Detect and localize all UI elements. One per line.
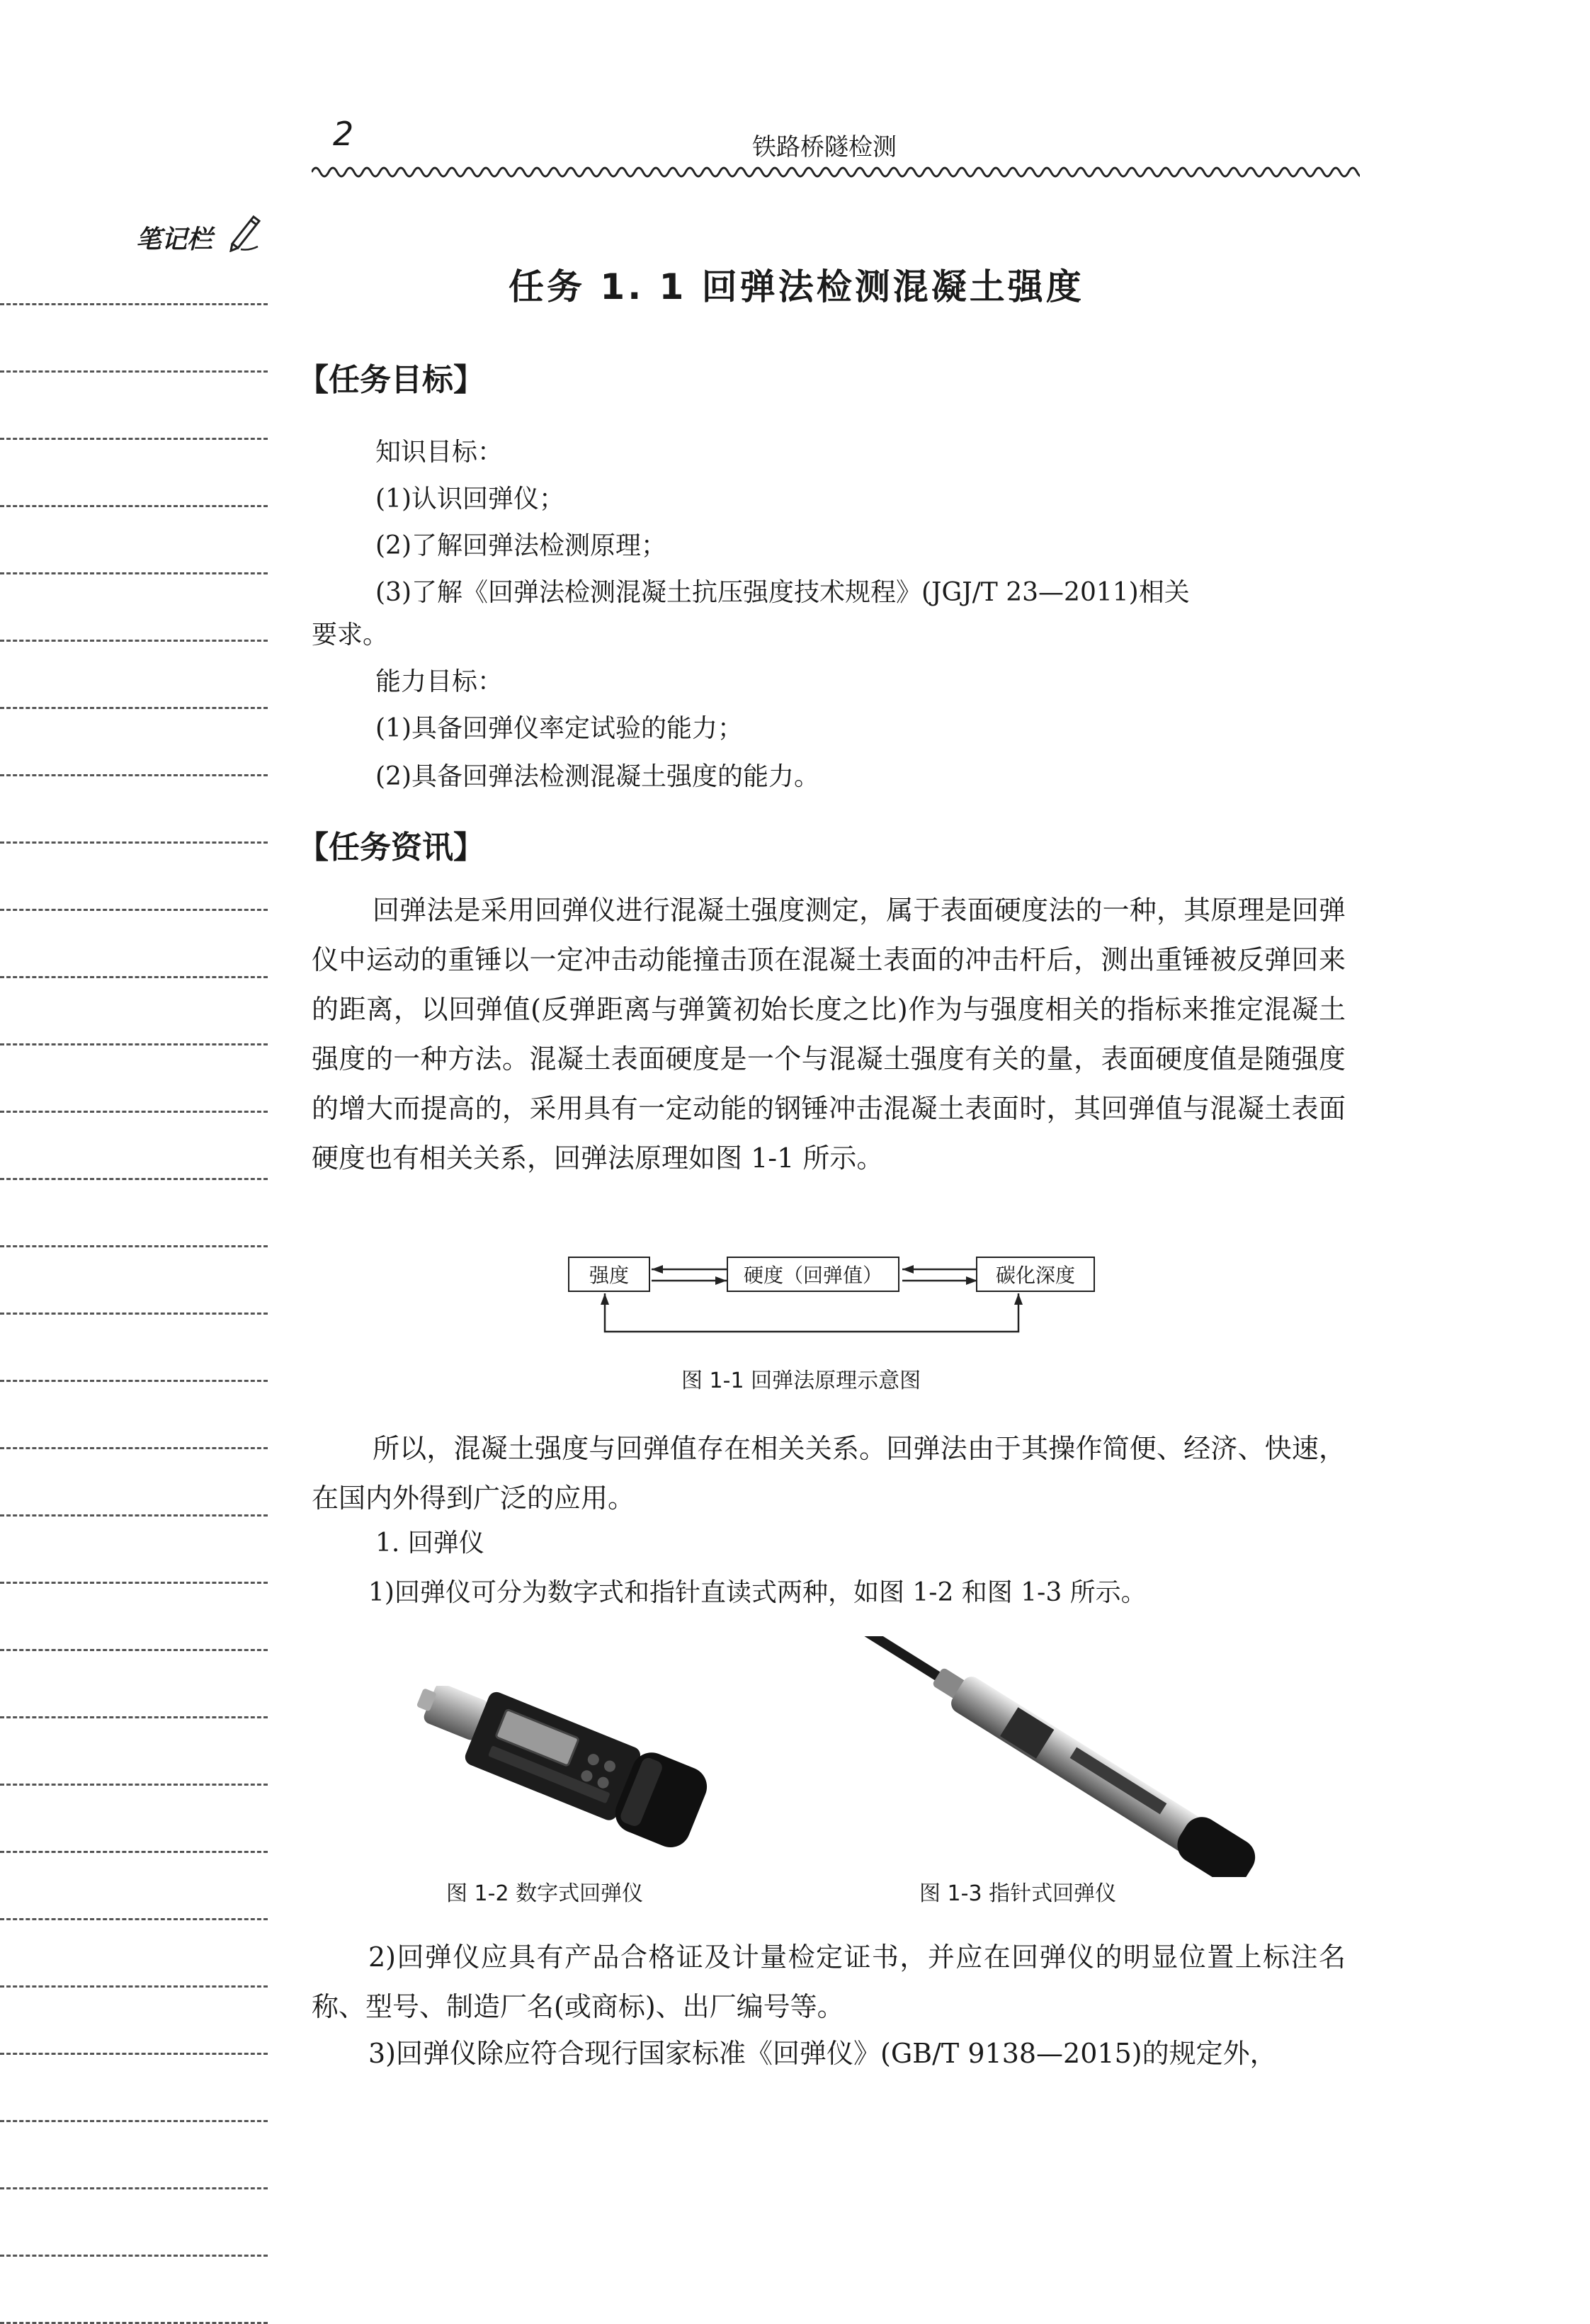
notes-dash-line <box>0 1649 268 1651</box>
notes-dash-line <box>0 1111 268 1113</box>
page-number: 2 <box>333 115 354 153</box>
ability-goal-1: (1)具备回弹仪率定试验的能力； <box>375 714 743 743</box>
pointer-rebound-hammer-image <box>836 1636 1289 1877</box>
item-2: 2)回弹仪应具有产品合格证及计量检定证书，并应在回弹仪的明显位置上标注名称、型号、制造厂名(或商标)、出厂编号等。 <box>312 1942 1346 2022</box>
notes-dash-line <box>0 370 268 373</box>
digital-rebound-hammer-image <box>397 1686 729 1870</box>
diagram-box-carbonation: 碳化深度 <box>976 1257 1095 1292</box>
notes-dash-line <box>0 1313 268 1315</box>
figure-1-2-caption: 图 1-2 数字式回弹仪 <box>446 1881 644 1906</box>
notes-dash-line <box>0 438 268 440</box>
notes-label: 笔记栏 <box>136 225 213 254</box>
notes-dash-line <box>0 505 268 507</box>
info-paragraph-1: 回弹法是采用回弹仪进行混凝土强度测定，属于表面硬度法的一种，其原理是回弹仪中运动的重锤以一定冲击动能撞击顶在混凝土表面的冲击杆后，测出重锤被反弹回来的距离，以回弹值(反弹距离与弹簧初始长度之比)作为与强度相关的指标来推定混凝土强度的一种方法。混凝土表面硬度是一个与混凝土强度有关的量，表面硬度值是随强度的增大而提高的，采用具有一定动能的钢锤冲击混凝土表面时，其回弹值与混凝土表面硬度也有相关关系，回弹法原理如图 1-1 所示。 <box>312 895 1346 1174</box>
info-paragraph-2: 所以，混凝土强度与回弹值存在相关关系。回弹法由于其操作简便、经济、快速，在国内外得到广泛的应用。 <box>312 1433 1346 1514</box>
diagram-box-hardness: 硬度（回弹值） <box>727 1257 899 1292</box>
notes-dash-line <box>0 1851 268 1853</box>
info-heading: 【任务资讯】 <box>297 829 484 866</box>
notes-dash-line <box>0 1918 268 1920</box>
item-3: 3)回弹仪除应符合现行国家标准《回弹仪》(GB/T 9138—2015)的规定外， <box>368 2038 1277 2069</box>
notes-dash-line <box>0 1784 268 1786</box>
figure-1-3-caption: 图 1-3 指针式回弹仪 <box>919 1881 1117 1906</box>
notes-dash-line <box>0 303 268 305</box>
notes-dash-line <box>0 909 268 911</box>
notes-dash-line <box>0 1514 268 1517</box>
header-wave-rule <box>312 161 1360 183</box>
ability-goal-2: (2)具备回弹法检测混凝土强度的能力。 <box>375 762 819 791</box>
knowledge-goal-2: (2)了解回弹法检测原理； <box>375 531 666 560</box>
notes-dash-line <box>0 1043 268 1045</box>
task-title: 任务 1. 1 回弹法检测混凝土强度 <box>509 266 1084 307</box>
running-title: 铁路桥隧检测 <box>752 133 897 161</box>
notes-dash-line <box>0 1985 268 1988</box>
notes-dash-line <box>0 1716 268 1718</box>
notes-dash-line <box>0 1582 268 1584</box>
knowledge-goal-1: (1)认识回弹仪； <box>375 484 564 514</box>
notes-dash-line <box>0 2255 268 2257</box>
notes-dash-line <box>0 640 268 642</box>
diagram-box-strength: 强度 <box>568 1257 650 1292</box>
notes-dash-line <box>0 774 268 776</box>
knowledge-goal-3: (3)了解《回弹法检测混凝土抗压强度技术规程》(JGJ/T 23—2011)相关 <box>375 578 1190 607</box>
notes-dash-line <box>0 2120 268 2122</box>
subheading-rebound-hammer: 1. 回弹仪 <box>375 1529 484 1558</box>
knowledge-goal-3-cont: 要求。 <box>312 620 389 650</box>
goals-heading: 【任务目标】 <box>297 362 484 398</box>
notes-dash-line <box>0 572 268 574</box>
figure-1-1-caption: 图 1-1 回弹法原理示意图 <box>681 1368 921 1393</box>
notes-dash-line <box>0 841 268 844</box>
item-1: 1)回弹仪可分为数字式和指针直读式两种，如图 1-2 和图 1-3 所示。 <box>368 1578 1147 1607</box>
knowledge-goal-label: 知识目标： <box>375 438 504 467</box>
notes-dash-line <box>0 2053 268 2055</box>
notes-dash-line <box>0 2187 268 2189</box>
notes-dash-line <box>0 707 268 709</box>
notes-dash-line <box>0 1447 268 1449</box>
ability-goal-label: 能力目标： <box>375 667 504 696</box>
notes-dash-line <box>0 1245 268 1247</box>
pencil-icon <box>225 210 268 252</box>
notes-dash-line <box>0 1380 268 1382</box>
notes-dash-line <box>0 1178 268 1180</box>
notes-dash-line <box>0 976 268 978</box>
